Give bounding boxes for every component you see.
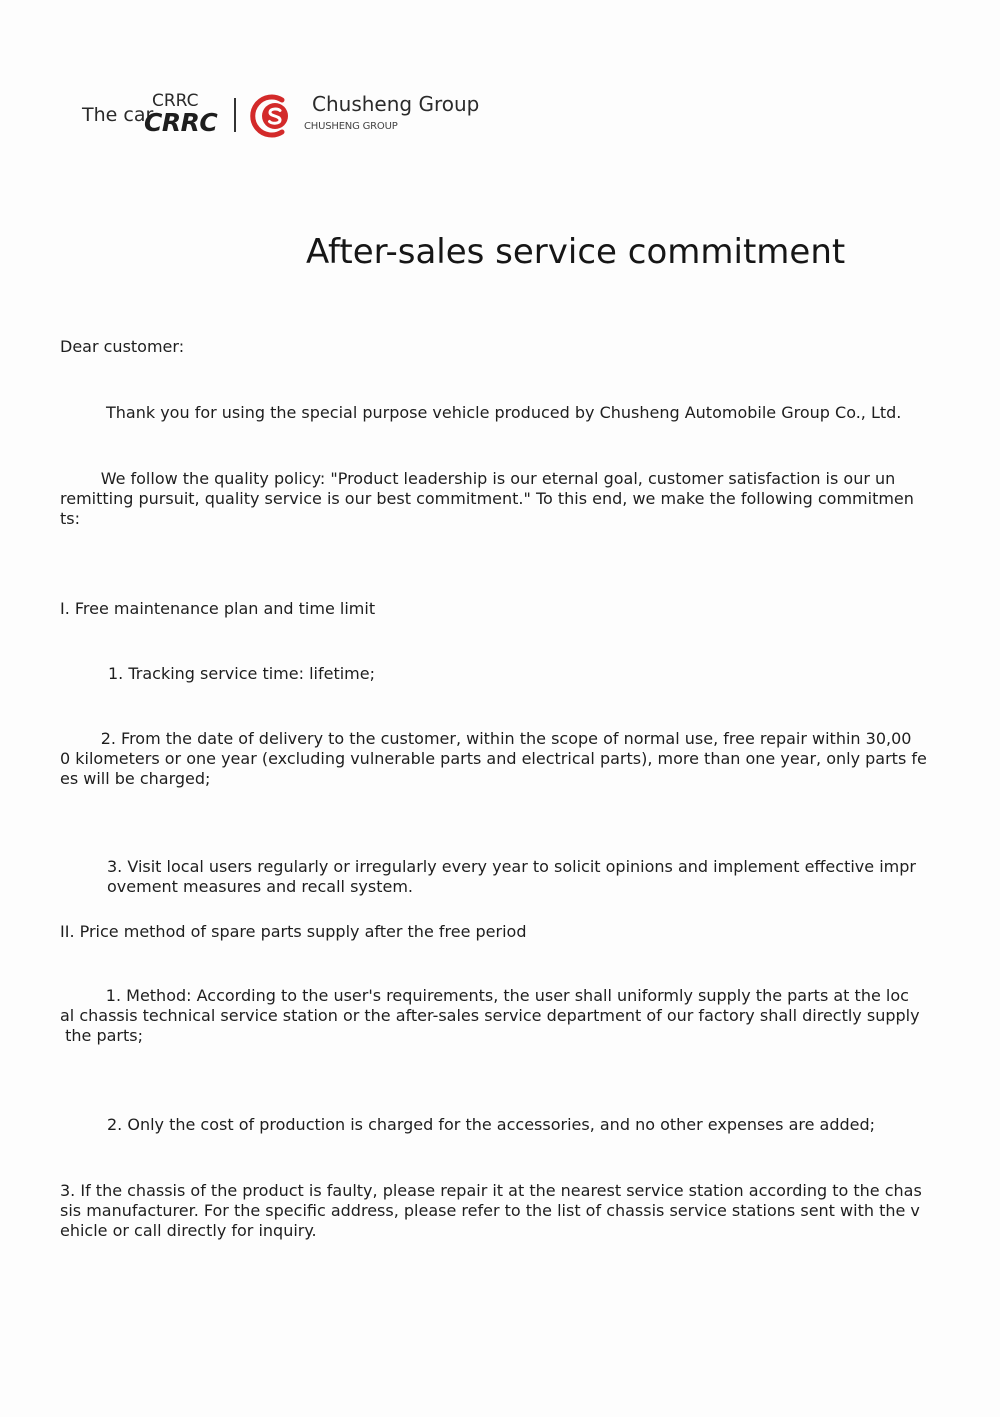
section2-item2: 2. Only the cost of production is charged for the accessories, and no other expenses are added; [107,1115,876,1134]
crrc-small-label: CRRC [152,91,199,111]
section2-item3: 3. If the chassis of the product is faulty, please repair it at the nearest service station according to the chas sis manufacturer. For the specific address, please refer to the list of chassis service stations sent with the v ehicle or call directly for inquiry. [60,1181,922,1240]
section1-item2: 2. From the date of delivery to the customer, within the scope of normal use, free repair within 30,00 0 kilometers or one year (excluding vulnerable parts and electrical parts), more than one year, only parts fe es will be charged; [60,729,927,788]
intro-paragraph: Thank you for using the special purpose vehicle produced by Chusheng Automobile Group Co., Ltd. [106,403,902,422]
letterhead [82,88,502,144]
section1-item3: 3. Visit local users regularly or irregularly every year to solicit opinions and implement effective impr ovement measures and recall system. [107,857,916,896]
section2-item1: 1. Method: According to the user's requirements, the user shall uniformly supply the parts at the loc al chassis technical service station or the after-sales service department of our factory shall directly supply the parts; [60,986,920,1045]
brand-name: Chusheng Group [312,92,480,116]
brand-subtitle: CHUSHENG GROUP [304,121,398,132]
chusheng-logo-icon [248,91,298,141]
header-prefix: The car [82,104,154,126]
crrc-logo-text: CRRC [144,108,218,137]
document-title: After-sales service commitment [306,232,846,272]
section1-item1: 1. Tracking service time: lifetime; [108,664,375,683]
section1-heading: I. Free maintenance plan and time limit [60,599,376,618]
greeting: Dear customer: [60,337,185,356]
policy-paragraph: We follow the quality policy: "Product leadership is our eternal goal, customer satisfaction is our un remitting pursuit, quality service is our best commitment." To this end, we make the following commitmen ts: [60,469,914,528]
header-divider [234,98,236,132]
section2-heading: II. Price method of spare parts supply after the free period [60,922,527,941]
